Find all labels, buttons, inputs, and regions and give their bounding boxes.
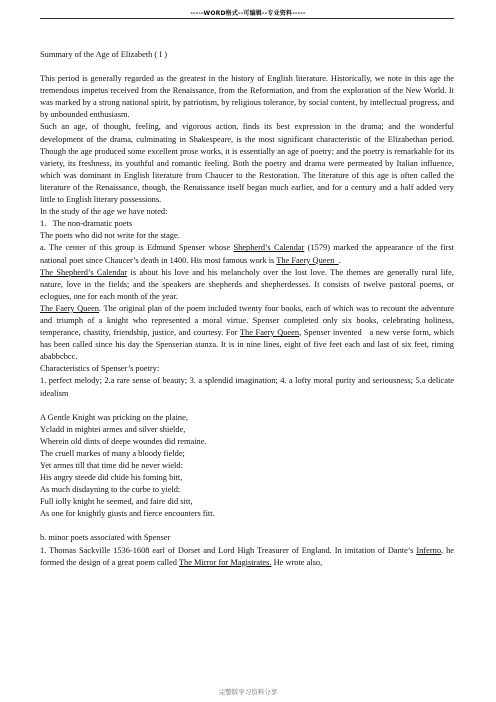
title-shepherds-calendar: The Shepherd’s Calendar xyxy=(40,267,128,277)
title-inferno: Inferno xyxy=(416,545,442,555)
poem-line: His angry steede did chide his foming bitt, xyxy=(40,473,183,483)
paragraph-sackville-text-1: 1. Thomas Sackville 1536-1608 earl of Dorset and Lord High Treasurer of England. In imitation of Dante’s xyxy=(40,545,417,555)
poem-line: Full iolly knight he seemed, and faire did sitt, xyxy=(40,497,193,507)
paragraph-faery-queen-text-1: . The original plan of the poem included twenty four books, each of which was to recount the adventure and triumph of a knight who represented a moral virtue. Spenser completed only six books, celebrating holiness, temperance, chastity, friendship, justice, and courtesy. For xyxy=(40,303,454,338)
title-mirror-for-magistrates: The Mirror for Magistrates. xyxy=(178,557,272,567)
paragraph-spenser xyxy=(40,242,454,266)
title-faery-queen: The Faery Queen xyxy=(276,255,339,265)
characteristics-title: Characteristics of Spenser’s poetry: xyxy=(40,364,160,374)
paragraph-shepherds-calendar-text: is about his love and his melancholy over the lost love. The themes are generally rural life, nature, love in the fields; and the speakers are shepherds and shepherdesses. It consists of twelve pastoral poems, or eclogues, one for each month of the year. xyxy=(40,267,454,301)
title-faery-queen: The Faery Queen xyxy=(40,303,99,313)
page-footer: 完整版学习资料分享 xyxy=(218,688,278,696)
poem-line: Yet armes till that time did he never wield: xyxy=(40,461,183,470)
poem-line: Wherein old dints of deepe woundes did remaine. xyxy=(40,436,207,446)
paragraph-sackville xyxy=(40,545,454,569)
intro-paragraph-2: Such an age, of thought, feeling, and vigorous action, finds its best expression in the drama; and the wonderful development of the drama, culminating in Shakespeare, is the most significant characteristic of the Elizabethan period. Though the age produced some excellent prose works, it is essentially an age of poetry; and the poetry is remarkable for its variety, its freshness, its youthful and romantic feeling. Both the poetry and drama were permeated by Italian influence, which was dominant in English literature from Chaucer to the Restoration. The literature of this age is often called the literature of the Renaissance, though, the Renaissance itself began much earlier, and for a century and a half added very little to English literary possessions. xyxy=(40,122,454,205)
study-intro: In the study of the age we have noted: xyxy=(40,207,168,217)
poem-line: As much disdayning to the curbe to yield: xyxy=(40,485,181,495)
characteristics-list: 1. perfect melody; 2.a rare sense of beauty; 3. a splendid imagination; 4. a lofty moral purity and seriousness; 5.a delicate idealism xyxy=(40,376,454,398)
intro-paragraph-1: This period is generally regarded as the greatest in the history of English literature. Historically, we note in this age the tremendous impetus received from the Renaissance, from the Reformation, and from the exploration of the New World. It was marked by a strong national spirit, by patriotism, by religious tolerance, by social content, by intellectual progress, and by unbounded enthusiasm. xyxy=(40,74,454,120)
document-title: Summary of the Age of Elizabeth ( I ) xyxy=(40,50,167,59)
paragraph-shepherds-calendar xyxy=(40,267,454,303)
page-header: -----WORD格式--可编辑--专业资料----- xyxy=(190,10,306,17)
paragraph-faery-queen-text-2: , Spenser invented a new verse form, which has been called since his day the Spenserian stanza. It is in nine lines, eight of five feet each and last of six feet, riming ababbcbcc. xyxy=(40,328,454,362)
paragraph-sackville-text-3: He wrote also, xyxy=(271,557,323,567)
poem-stanza xyxy=(40,412,454,521)
poem-line: Ycladd in mightei armes and silver shielde, xyxy=(40,424,186,434)
section-heading-minor-poets: b. minor poets associated with Spenser xyxy=(40,533,171,543)
spacer xyxy=(40,520,454,532)
paragraph-spenser-text-3: . xyxy=(338,255,341,265)
document-body xyxy=(40,49,454,569)
section-description: The poets who did not write for the stage. xyxy=(40,231,180,241)
paragraph-spenser-text-2: (1579) marked the appearance of the first national poet since Chaucer’s death in 1400. His most famous work is xyxy=(40,243,454,265)
poem-line: A Gentle Knight was pricking on the plaine, xyxy=(40,412,188,422)
paragraph-sackville-text-2: , he formed the design of a great poem called xyxy=(40,545,454,567)
poem-line: As one for knightly giusts and fierce encounters fitt. xyxy=(40,509,215,519)
title-shepherds-calendar: Shepherd’s Calendar xyxy=(233,243,305,253)
title-faery-queen: The Faery Queen xyxy=(239,328,300,338)
header-rule xyxy=(40,18,454,19)
spacer xyxy=(40,400,454,412)
paragraph-spenser-text-1: a. The center of this group is Edmund Spenser whose xyxy=(40,243,234,253)
paragraph-faery-queen xyxy=(40,303,454,363)
section-heading-non-dramatic: 1. The non-dramatic poets xyxy=(40,219,133,229)
poem-line: The cruell markes of many a bloody fielde; xyxy=(40,448,185,458)
